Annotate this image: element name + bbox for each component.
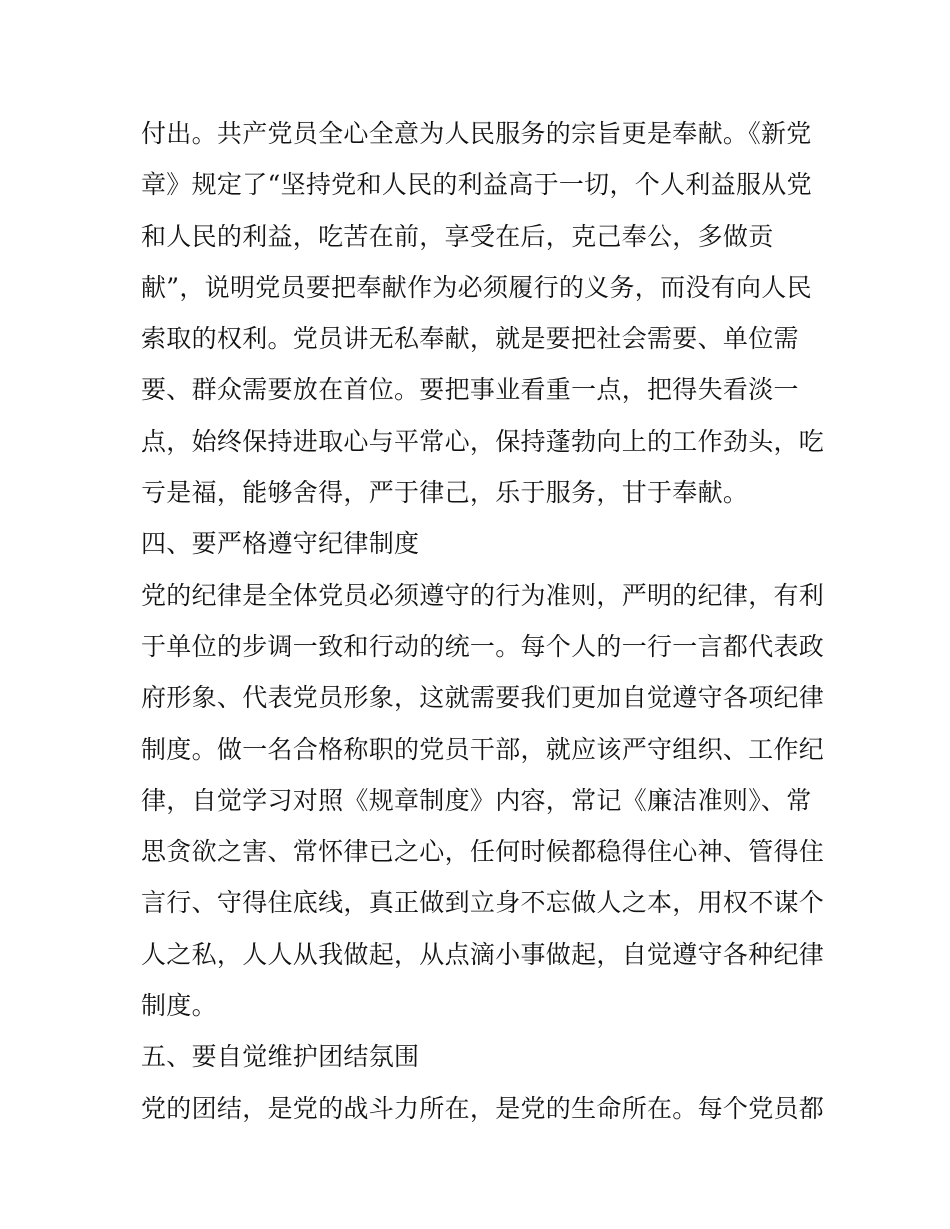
document-body — [141, 108, 825, 1134]
section-heading: 四、要严格遵守纪律制度 — [141, 529, 420, 559]
section-heading: 五、要自觉维护团结氛围 — [141, 1042, 420, 1072]
paragraph-line: 点，始终保持进取心与平常心，保持蓬勃向上的工作劲头，吃 — [141, 426, 825, 456]
paragraph-line: 律，自觉学习对照《规章制度》内容，常记《廉洁准则》、常 — [141, 785, 812, 815]
paragraph-line: 索取的权利。党员讲无私奉献，就是要把社会需要、单位需 — [141, 324, 799, 354]
paragraph-line: 付出。共产党员全心全意为人民服务的宗旨更是奉献。《新党 — [141, 119, 812, 148]
paragraph-line: 于单位的步调一致和行动的统一。每个人的一行一言都代表政 — [141, 631, 825, 661]
paragraph-line: 献”，说明党员要把奉献作为必须履行的义务，而没有向人民 — [141, 272, 812, 302]
paragraph-line: 党的团结，是党的战斗力所在，是党的生命所在。每个党员都 — [141, 1093, 825, 1123]
paragraph-line: 章》规定了“坚持党和人民的利益高于一切，个人利益服从党 — [141, 170, 812, 200]
paragraph-line: 言行、守得住底线，真正做到立身不忘做人之本，用权不谋个 — [141, 888, 825, 918]
paragraph-line: 思贪欲之害、常怀律已之心，任何时候都稳得住心神、管得住 — [141, 837, 825, 867]
paragraph-line: 制度。 — [141, 991, 217, 1021]
paragraph-line: 亏是福，能够舍得，严于律己，乐于服务，甘于奉献。 — [141, 478, 749, 508]
paragraph-line: 府形象、代表党员形象，这就需要我们更加自觉遵守各项纪律 — [141, 683, 825, 713]
paragraph-line: 党的纪律是全体党员必须遵守的行为准则，严明的纪律，有利 — [141, 580, 825, 610]
paragraph-line: 制度。做一名合格称职的党员干部，就应该严守组织、工作纪 — [141, 734, 825, 764]
paragraph-line: 和人民的利益，吃苦在前，享受在后，克己奉公，多做贡 — [141, 221, 774, 251]
paragraph-line: 人之私，人人从我做起，从点滴小事做起，自觉遵守各种纪律 — [141, 939, 825, 969]
paragraph-line: 要、群众需要放在首位。要把事业看重一点，把得失看淡一 — [141, 375, 799, 405]
